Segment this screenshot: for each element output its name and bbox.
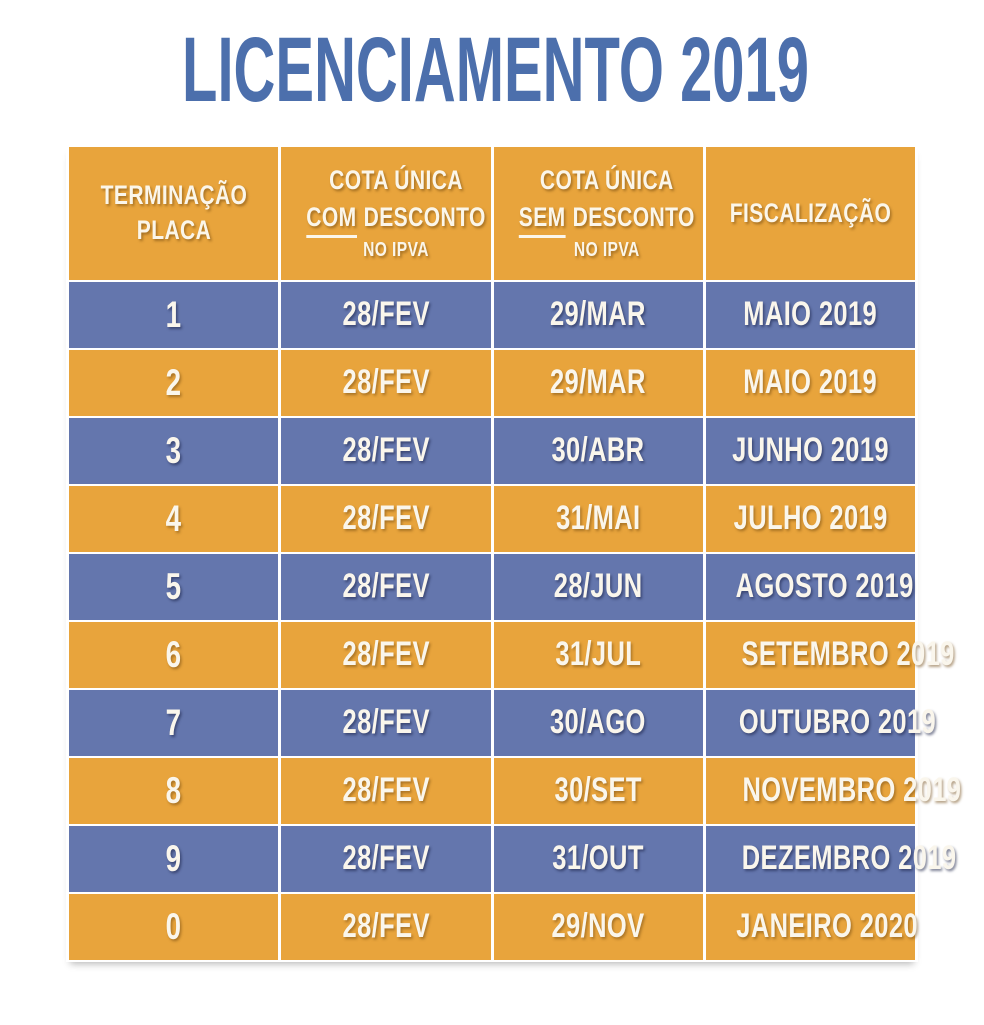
cell-cota-sem-desconto: 30/AGO bbox=[494, 690, 703, 756]
header-line: TERMINAÇÃO bbox=[100, 180, 247, 210]
cell-cota-sem-desconto: 29/NOV bbox=[494, 894, 703, 960]
header-line: COTA ÚNICA bbox=[329, 165, 464, 196]
cell-fiscalizacao: MAIO 2019 bbox=[706, 282, 915, 348]
table-row bbox=[69, 894, 915, 960]
cell-cota-sem-desconto: 29/MAR bbox=[494, 282, 703, 348]
cell-cota-com-desconto: 28/FEV bbox=[281, 350, 490, 416]
cell-fiscalizacao: AGOSTO 2019 bbox=[706, 554, 915, 620]
cell-terminacao: 3 bbox=[69, 418, 278, 484]
cell-cota-sem-desconto: 29/MAR bbox=[494, 350, 703, 416]
header-terminacao-placa bbox=[69, 147, 278, 280]
table-row bbox=[69, 282, 915, 348]
cell-cota-sem-desconto: 28/JUN bbox=[494, 554, 703, 620]
underlined-word: SEM bbox=[518, 203, 565, 237]
cell-cota-sem-desconto: 30/ABR bbox=[494, 418, 703, 484]
cell-cota-sem-desconto: 31/JUL bbox=[494, 622, 703, 688]
cell-cota-com-desconto: 28/FEV bbox=[281, 418, 490, 484]
header-cota-unica-sem-desconto bbox=[494, 147, 703, 280]
page bbox=[0, 19, 984, 1025]
cell-terminacao: 5 bbox=[69, 554, 278, 620]
cell-terminacao: 2 bbox=[69, 350, 278, 416]
header-fiscalizacao bbox=[706, 147, 915, 280]
cell-cota-com-desconto: 28/FEV bbox=[281, 282, 490, 348]
cell-cota-com-desconto: 28/FEV bbox=[281, 486, 490, 552]
table-row bbox=[69, 486, 915, 552]
header-subline: NO IPVA bbox=[363, 238, 430, 261]
cell-cota-sem-desconto: 31/MAI bbox=[494, 486, 703, 552]
header-line: PLACA bbox=[136, 215, 211, 246]
cell-cota-com-desconto: 28/FEV bbox=[281, 690, 490, 756]
cell-fiscalizacao: NOVEMBRO 2019 bbox=[706, 758, 915, 824]
cell-terminacao: 0 bbox=[69, 894, 278, 960]
cell-cota-com-desconto: 28/FEV bbox=[281, 894, 490, 960]
cell-terminacao: 6 bbox=[69, 622, 278, 688]
table-row bbox=[69, 758, 915, 824]
cell-cota-com-desconto: 28/FEV bbox=[281, 554, 490, 620]
cell-terminacao: 7 bbox=[69, 690, 278, 756]
cell-cota-com-desconto: 28/FEV bbox=[281, 622, 490, 688]
cell-terminacao: 9 bbox=[69, 826, 278, 892]
header-row bbox=[69, 147, 915, 280]
cell-fiscalizacao: MAIO 2019 bbox=[706, 350, 915, 416]
table-row bbox=[69, 826, 915, 892]
header-subline: NO IPVA bbox=[573, 238, 640, 261]
cell-cota-com-desconto: 28/FEV bbox=[281, 758, 490, 824]
table-row bbox=[69, 690, 915, 756]
cell-fiscalizacao: JANEIRO 2020 bbox=[706, 894, 915, 960]
page-title: LICENCIAMENTO 2019 bbox=[182, 19, 810, 121]
underlined-word: COM bbox=[307, 203, 357, 237]
cell-cota-sem-desconto: 30/SET bbox=[494, 758, 703, 824]
cell-terminacao: 4 bbox=[69, 486, 278, 552]
cell-terminacao: 8 bbox=[69, 758, 278, 824]
cell-fiscalizacao: SETEMBRO 2019 bbox=[706, 622, 915, 688]
header-word: DESCONTO bbox=[572, 202, 695, 233]
table-row bbox=[69, 554, 915, 620]
cell-fiscalizacao: OUTUBRO 2019 bbox=[706, 690, 915, 756]
header-line: FISCALIZAÇÃO bbox=[729, 197, 892, 228]
cell-terminacao: 1 bbox=[69, 282, 278, 348]
cell-cota-sem-desconto: 31/OUT bbox=[494, 826, 703, 892]
header-word: DESCONTO bbox=[363, 202, 486, 233]
table-row bbox=[69, 350, 915, 416]
cell-fiscalizacao: DEZEMBRO 2019 bbox=[706, 826, 915, 892]
header-line bbox=[307, 200, 486, 237]
cell-fiscalizacao: JUNHO 2019 bbox=[706, 418, 915, 484]
table-row bbox=[69, 418, 915, 484]
header-cota-unica-com-desconto bbox=[281, 147, 490, 280]
table-row bbox=[69, 622, 915, 688]
licensing-table bbox=[66, 145, 962, 962]
cell-fiscalizacao: JULHO 2019 bbox=[706, 486, 915, 552]
cell-cota-com-desconto: 28/FEV bbox=[281, 826, 490, 892]
header-line: COTA ÚNICA bbox=[539, 165, 674, 196]
header-line bbox=[518, 200, 694, 237]
